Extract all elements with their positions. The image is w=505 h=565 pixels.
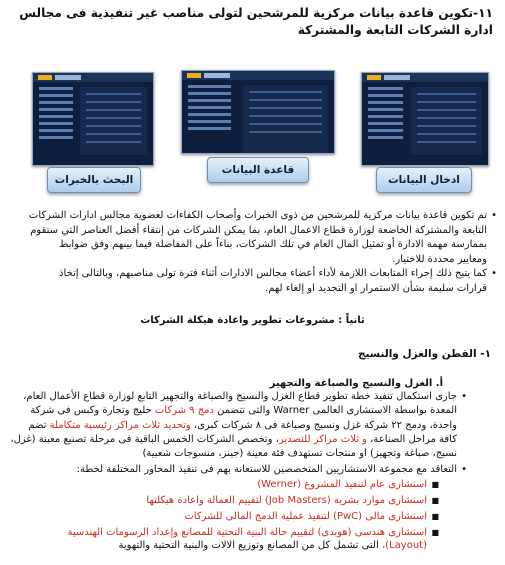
sub-item-job-masters: ■ استشارى موارد بشرية (Job Masters) لتقييم العمالة واعادة هيكلتها [146,495,439,506]
bullet-2-text: كما يتيح ذلك إجراء المتابعات اللازمة لأداء أعضاء مجالس الادارات أثناء فترة تولى مناصبهم، وبالتالى إتخاذ قرارات سليمة بشأن الاستمرار او التجديد او إلغاء لهم. [58,268,487,294]
bullet-2: • كما يتيح ذلك إجراء المتابعات اللازمة لأداء أعضاء مجالس الادارات أثناء فترة تولى مناصبهم، وبالتالى إتخاذ قرارات سليمة بشأن الاستمرار او التجديد او إلغاء لهم. [58,268,497,294]
screenshot-database [181,70,335,154]
search-label: البحث بالخبرات [47,167,141,193]
highlight-export-centers: و ثلاث مراكز للتصدير [278,433,367,445]
highlight-three-centers: وتحديد ثلاث مراكز رئيسية متكاملة [49,419,191,431]
highlight-merge-9: دمج ٩ شركات [154,405,214,417]
sub-item-pwc: ■ استشارى مالى (PwC) لتنفيذ عملية الدمج المالى للشركات [184,511,439,522]
paragraph-consultants: • التعاقد مع مجموعة الاستشاريين المتخصصين للاستعانة بهم فى تنفيذ المحاور المختلفة لخطة: [76,464,467,475]
screenshots-row [0,72,505,202]
data-entry-label: ادخال البيانات [376,167,472,193]
heading-cotton: ١- القطن والغزل والنسيج [357,348,491,360]
database-label: قاعدة البيانات [207,157,309,183]
bullet-1-text: تم تكوين قاعدة بيانات مركزية للمرشحين من ذوى الخبرات وأصحاب الكفاءات لعضوية مجالس ادارات الشركات التابعة والمشتركة الخاضعة لوزارة قطاع الاعمال العام، بما يمكن الشركات من إنتقاء أفضل العناصر التي ستقوم بممارسة مهمة الادارة أو تمثيل المال العام في تلك الشركات، بناءاً على المفاضلة فيما بينهم وفق ضوابط ومعايير محددة للاختيار. [28,210,487,265]
section-title: ١١-تكوين قاعدة بيانات مركزية للمرشحين لتولى مناصب غير تنفيذية فى مجالس ادارة الشركات التابعة والمشتركة [19,6,493,37]
sub-item-werner: ■ استشارى عام لتنفيذ المشروع (Werner) [257,479,439,490]
screenshot-data-entry [361,72,489,166]
heading-spinning: أ. الغزل والنسيج والصباغة والتجهيز [269,378,443,389]
section-2-heading: ثانياً : مشروعات تطوير واعادة هيكلة الشركات [140,315,365,326]
screenshot-search [32,72,154,166]
paragraph-plan: • جارى استكمال تنفيذ خطة تطوير قطاع الغزل والنسيج والصباغة والتجهيز التابع لوزارة قطاع الأعمال العام، المعدة بواسطة الاستشارى العالمى Warner والتى تتضمن دمج ٩ شركات حليج وتجارة وكبس فى شركة واحدة، ودمج ٢٢ شركة غزل ونسيج وصباغة فى ٨ شركات كبرى، وتحديد ثلاث مراكز رئيسية متكاملة تضم كافة مراحل الصناعة، و ثلاث مراكز للتصدير، وتخصص الشركات الخمس الباقية فى مرحلة تصنيع معينة (غزل، نسيج، صباغة وتجهيز) او منتجات تستهدف فئة معينة (جينز، منسوجات شعبية) [10,391,467,460]
holding-logo-2 [187,73,201,78]
bullet-1: • تم تكوين قاعدة بيانات مركزية للمرشحين من ذوى الخبرات وأصحاب الكفاءات لعضوية مجالس ادارات الشركات التابعة والمشتركة الخاضعة لوزارة قطاع الاعمال العام، بما يمكن الشركات من إنتقاء أفضل العناصر التي ستقوم بممارسة مهمة الادارة أو تمثيل المال العام في تلك الشركات، بناءاً على المفاضلة فيما بينهم وفق ضوابط ومعايير محددة للاختيار. [28,210,497,265]
sub-item-engineering: ■ استشارى هندسى (هوبدى) لتقييم حالة البنية التحتية للمصانع وإعداد الرسومات الهندسية (Layout)، التى تشمل كل من المصانع وتوزيع الالات والبنية التحتية والتهوية [67,527,439,551]
holding-logo-3 [38,75,52,80]
holding-logo [367,75,381,80]
